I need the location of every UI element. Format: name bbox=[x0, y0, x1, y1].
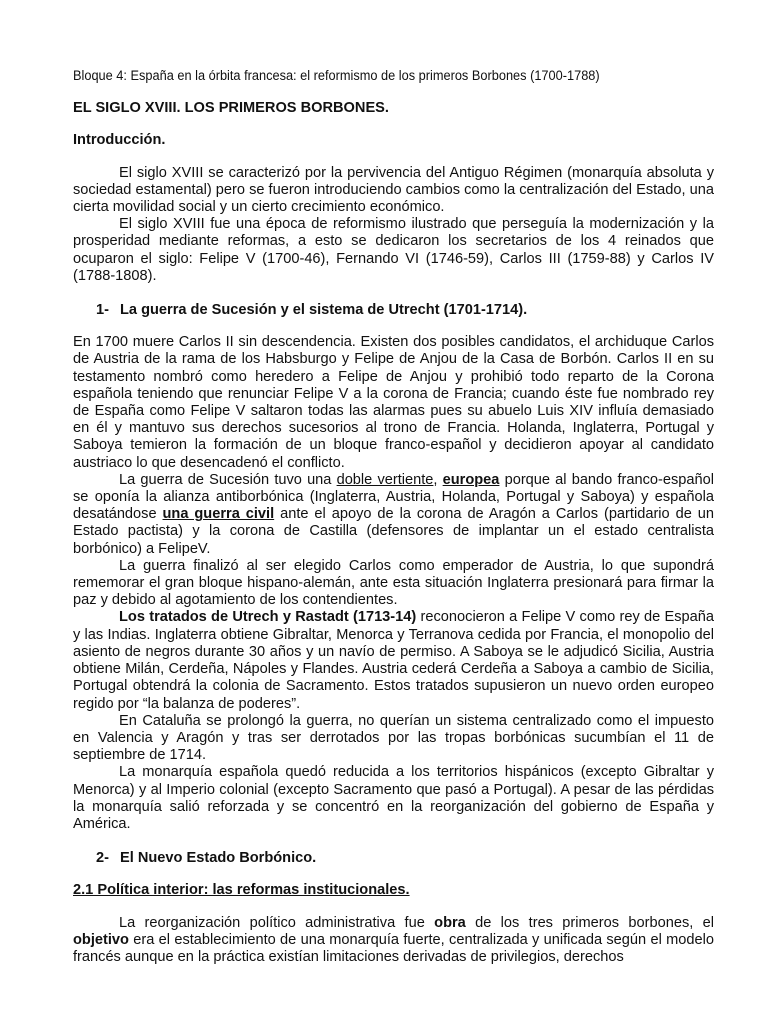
section-1-paragraph-4 bbox=[73, 609, 714, 712]
text-run: La guerra de Sucesión tuvo una bbox=[119, 471, 337, 488]
text-run: reconocieron a Felipe V como rey de España y las Indias. Inglaterra obtiene Gibraltar, Menorca y Terranova cedida por Francia, el monopolio del asiento de negros durante 30 años y un navío de permiso. A Saboya se le adjudicó Sicilia, Austria obtiene Milán, Cerdeña, Nápoles y Flandes. Austria cederá Cerdeña a Saboya a cambio de Sicilia, Portugal obtendrá la colonia de Sacramento. Estos tratados supusieron un nuevo orden europeo regido por “la balanza de poderes”. bbox=[73, 609, 715, 712]
section-2-heading bbox=[73, 850, 714, 867]
section-2-1-heading: 2.1 Política interior: las reformas institucionales. bbox=[73, 882, 410, 899]
text-run: ante el apoyo de la corona de Aragón a Carlos (partidario de un Estado pactista) y la corona de Castilla (defensores de implantar un el estado centralista borbónico) a FelipeV. bbox=[73, 506, 714, 557]
bold-term-objetivo: objetivo bbox=[73, 931, 129, 948]
bold-term-guerra-civil: una guerra civil bbox=[162, 506, 275, 523]
intro-paragraph-2: El siglo XVIII fue una época de reformismo ilustrado que perseguía la modernización y la prosperidad mediante reformas, a esto se dedicaron los secretarios de los 4 reinados que ocuparon el siglo: Felipe V (1700-46), Fernando VI (1746-59), Carlos III (1759-88) y Carlos IV (1788-1808). bbox=[73, 216, 714, 284]
page-header: Bloque 4: España en la órbita francesa: el reformismo de los primeros Borbones (1700-1788) bbox=[73, 68, 600, 84]
text-run: La reorganización político administrativa fue bbox=[119, 914, 435, 931]
section-2-paragraph-1 bbox=[73, 915, 714, 967]
section-1-paragraph-1: En 1700 muere Carlos II sin descendencia. Existen dos posibles candidatos, el archiduque Carlos de Austria de la rama de los Habsburgo y Felipe de Anjou de la Casa de Borbón. Carlos II en su testamento nombró como heredero a Felipe de Anjou y prohibió todo reparto de la Corona española teniendo que renunciar Felipe V a la corona de Francia; cuando éste fue nombrado rey de España como Felipe V saltaron todas las alarmas pues su abuelo Luis XIV influía demasiado en él y mantuvo sus derechos sucesorios al trono de Francia. Holanda, Inglaterra, Portugal y Saboya temieron la formación de un bloque franco-español y decidieron apoyar al candidato austriaco lo que desencadenó el conflicto. bbox=[73, 334, 714, 471]
intro-section bbox=[73, 165, 714, 285]
section-1-paragraph-3: La guerra finalizó al ser elegido Carlos como emperador de Austria, lo que supondrá rememorar el gran bloque hispano-alemán, ante esta situación Inglaterra presionará para firmar la paz y debido al agotamiento de los contendientes. bbox=[73, 557, 714, 609]
document-title: EL SIGLO XVIII. LOS PRIMEROS BORBONES. bbox=[73, 100, 389, 117]
section-1-paragraph-2 bbox=[73, 472, 714, 558]
section-1-paragraph-6: La monarquía española quedó reducida a los territorios hispánicos (excepto Gibraltar y Menorca) y al Imperio colonial (excepto Sacramento que pasó a Portugal). A pesar de las pérdidas la monarquía salió reforzada y se concentró en la reorganización del gobierno de España y América. bbox=[73, 764, 714, 832]
section-1-heading bbox=[73, 302, 714, 319]
section-2-1-body bbox=[73, 915, 714, 967]
section-1-number: 1- bbox=[96, 302, 109, 319]
text-run: era el establecimiento de una monarquía fuerte, centralizada y unificada según el modelo francés aunque en la práctica existían limitaciones derivadas de privilegios, derechos bbox=[73, 931, 714, 965]
intro-heading: Introducción. bbox=[73, 132, 166, 149]
text-run: , bbox=[433, 471, 443, 488]
section-1-title: La guerra de Sucesión y el sistema de Utrecht (1701-1714). bbox=[120, 302, 528, 319]
section-2-number: 2- bbox=[96, 850, 109, 867]
underlined-term-doble-vertiente: doble vertiente bbox=[336, 471, 434, 488]
bold-term-tratados: Los tratados de Utrech y Rastadt (1713-14) bbox=[119, 609, 417, 626]
bold-term-europea: europea bbox=[442, 471, 500, 488]
section-1-body bbox=[73, 334, 714, 833]
bold-term-obra: obra bbox=[434, 914, 466, 931]
section-2-title: El Nuevo Estado Borbónico. bbox=[120, 850, 317, 867]
text-run: porque al bando franco-español se oponía la alianza antiborbónica (Inglaterra, Austria, Holanda, Portugal y Saboya) y española desatándose bbox=[73, 471, 714, 523]
section-1-paragraph-5: En Cataluña se prolongó la guerra, no querían un sistema centralizado como el impuesto en Valencia y Aragón y tras ser derrotados por las tropas borbónicas sucumbían el 11 de septiembre de 1714. bbox=[73, 712, 714, 764]
intro-paragraph-1: El siglo XVIII se caracterizó por la pervivencia del Antiguo Régimen (monarquía absoluta y sociedad estamental) pero se fueron introduciendo cambios como la centralización del Estado, una cierta movilidad social y un cierto crecimiento económico. bbox=[73, 164, 714, 216]
text-run: de los tres primeros borbones, el bbox=[465, 914, 714, 931]
